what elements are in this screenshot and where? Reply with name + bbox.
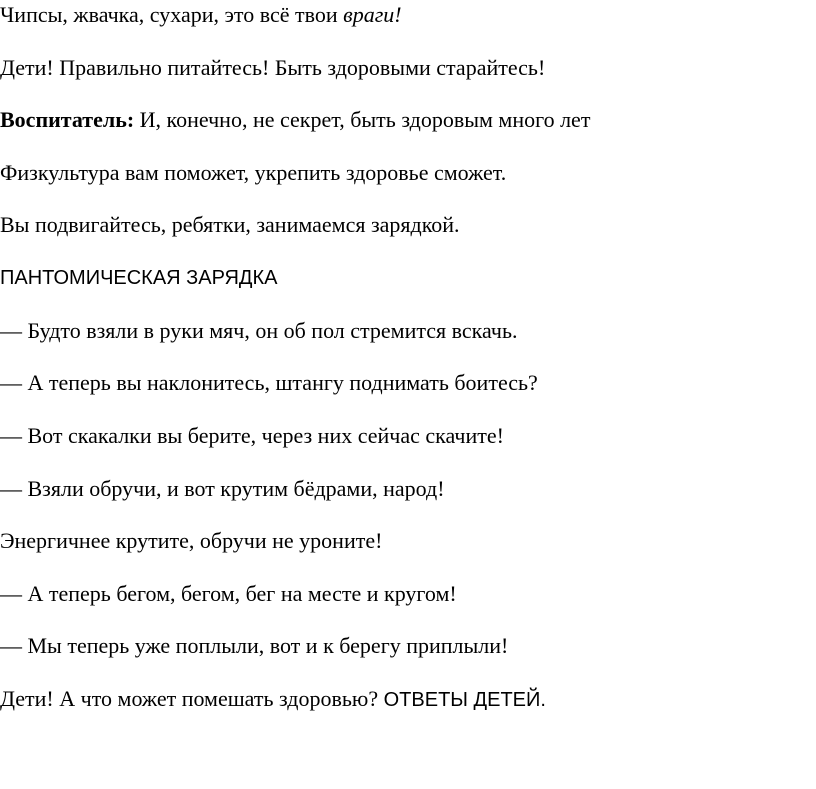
- text-line-11: [0, 528, 382, 554]
- line-7-text: — Будто взяли в руки мяч, он об пол стремится вскачь.: [0, 318, 518, 343]
- text-line-8: [0, 370, 538, 396]
- line-9-text: — Вот скакалки вы берите, через них сейчас скачите!: [0, 423, 504, 448]
- text-line-14: [0, 686, 546, 713]
- line-11-text: Энергичнее крутите, обручи не уроните!: [0, 528, 383, 553]
- text-line-3: [0, 107, 590, 133]
- text-line-7: [0, 318, 518, 344]
- line-14-text: Дети! А что может помешать здоровью?: [0, 686, 384, 711]
- line-13-text: — Мы теперь уже поплыли, вот и к берегу приплыли!: [0, 633, 509, 658]
- line-2-text: Дети! Правильно питайтесь! Быть здоровыми старайтесь!: [0, 55, 546, 80]
- line-1-text: Чипсы, жвачка, сухари, это всё твои: [0, 2, 344, 27]
- text-line-2: [0, 55, 545, 81]
- text-line-4: [0, 160, 506, 186]
- text-line-13: [0, 633, 508, 659]
- text-line-5: [0, 212, 460, 238]
- text-line-1: [0, 2, 402, 28]
- line-3-text: И, конечно, не секрет, быть здоровым много лет: [134, 107, 591, 132]
- line-5-text: Вы подвигайтесь, ребятки, занимаемся зарядкой.: [0, 212, 460, 237]
- line-1-emphasis: враги!: [343, 2, 402, 27]
- text-line-12: [0, 581, 457, 607]
- line-10-text: — Взяли обручи, и вот крутим бёдрами, народ!: [0, 476, 445, 501]
- section-heading: [0, 265, 277, 291]
- text-line-10: [0, 476, 445, 502]
- line-6-text: ПАНТОМИЧЕСКАЯ ЗАРЯДКА: [0, 267, 278, 289]
- children-answers-label: ОТВЕТЫ ДЕТЕЙ.: [383, 689, 546, 711]
- line-8-text: — А теперь вы наклонитесь, штангу поднимать боитесь?: [0, 370, 538, 395]
- text-line-9: [0, 423, 504, 449]
- line-4-text: Физкультура вам поможет, укрепить здоровье сможет.: [0, 160, 507, 185]
- speaker-label: Воспитатель:: [0, 107, 135, 132]
- line-12-text: — А теперь бегом, бегом, бег на месте и кругом!: [0, 581, 457, 606]
